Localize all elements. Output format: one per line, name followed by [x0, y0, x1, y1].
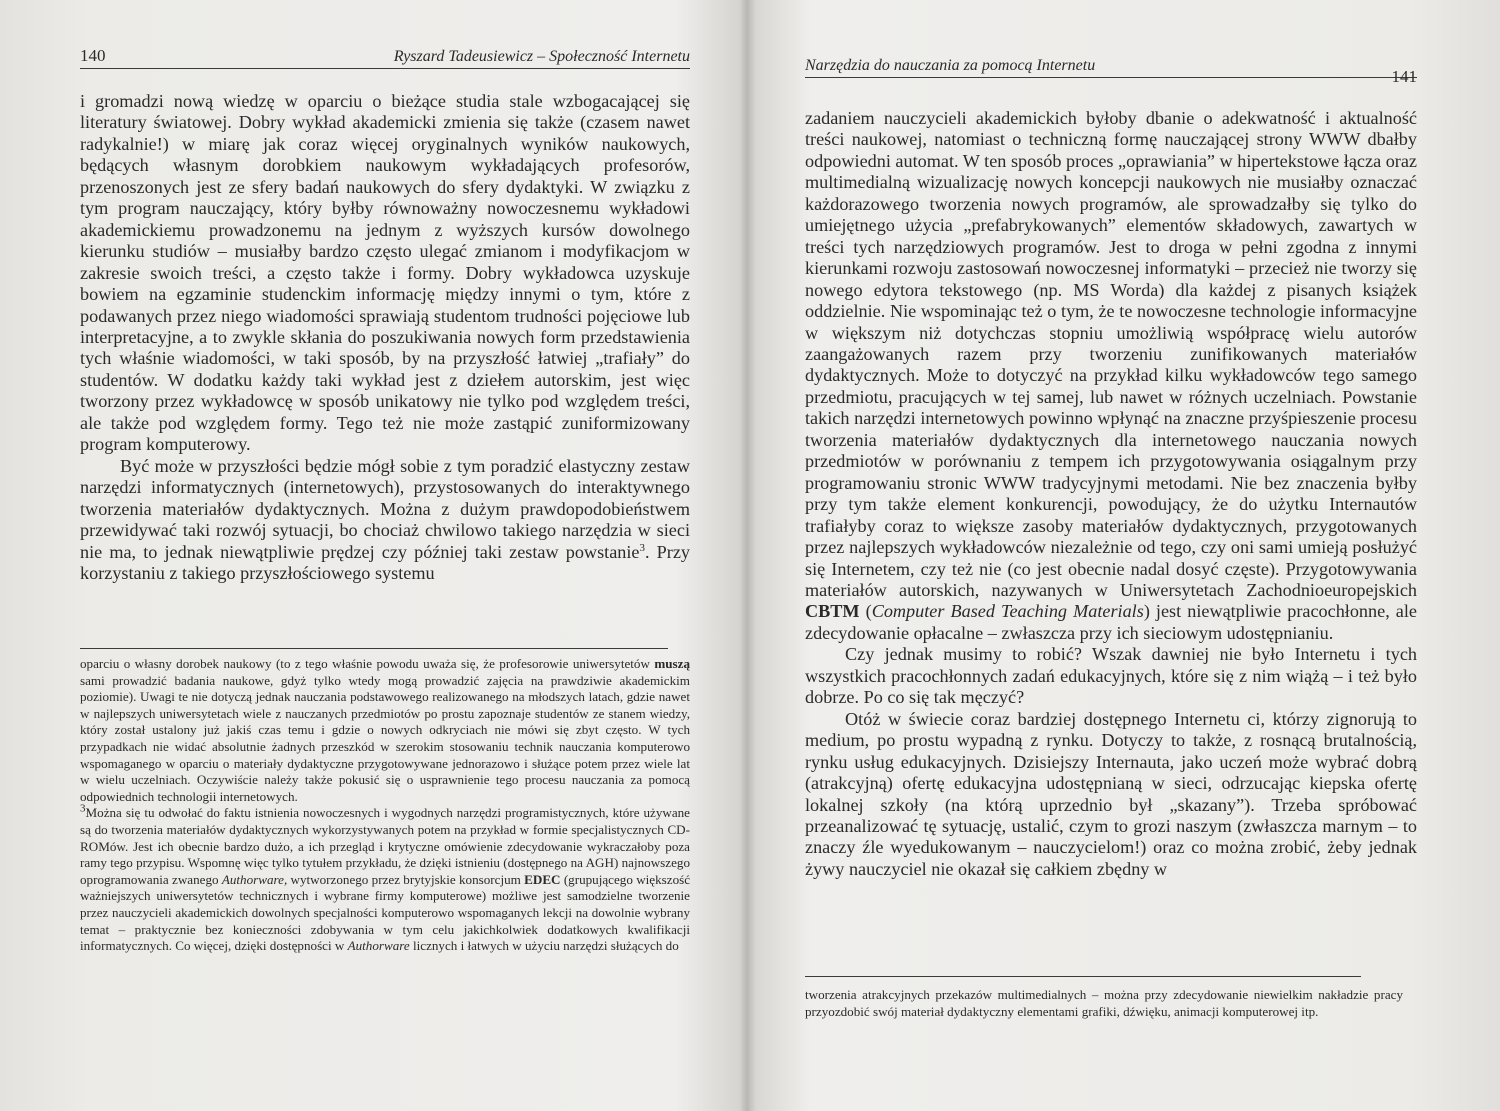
- footnote-divider: [805, 976, 1361, 977]
- paragraph-text: ) jest niewątpliwie pracochłonne, ale zdecydowanie opłacalne – zwłaszcza przy ich sieciowym udostępnianiu.: [805, 601, 1417, 643]
- footnote-marker: 3: [80, 802, 86, 815]
- paragraph-text: . Przy korzystaniu z takiego przyszłościowego systemu: [80, 541, 690, 583]
- running-header: [805, 55, 1417, 86]
- paragraph-text: (: [859, 601, 872, 622]
- paragraph: [80, 456, 690, 585]
- footnotes: [80, 656, 690, 955]
- footnote-text: sami prowadzić badania naukowe, gdyż tylko wtedy mogą prowadzić zajęcia na prawdziwie akademickim poziomie). Uwagi te nie dotyczą jednak nauczania podstawowego realizowanego na młodszych latach, gdzie nawet w najlepszych uniwersytetach wiele z nauczanych przedmiotów po prostu zapoznaje studentów ze stanem wiedzy, który został ustalony już jakiś czas temu i gdzie o nowych odkryciach nie mówi się zbyt często. W tych przypadkach nie widać absolutnie żadnych przeszkód w szerokim stosowaniu technik nauczania komputerowo wspomaganego w oparciu o materiały dydaktyczne przygotowywane jednorazowo i służące potem przez wiele lat w wielu uczelniach. Oczywiście należy także pokusić się o usprawnienie tego procesu nauczania za pomocą odpowiednich technologii internetowych.: [80, 672, 690, 804]
- page-number: 140: [80, 46, 106, 65]
- main-text: [805, 108, 1417, 880]
- emphasis: EDEC: [524, 871, 561, 887]
- paragraph: i gromadzi nową wiedzę w oparciu o bieżące studia stale wzbogacającej się literatury światowej. Dobry wykład akademicki zmienia się także (czasem nawet radykalnie!) w miarę jak coraz więcej oryginalnych wyników naukowych, będących własnym dorobkiem naukowym wykładających profesorów, przenoszonych jest ze sfery badań naukowych do sfery dydaktyki. W związku z tym program nauczający, który byłby równoważny nowoczesnemu wykładowi akademickiemu prowadzonemu na jednym z wyższych kursów dowolnego kierunku studiów – musiałby bardzo często ulegać zmianom i modyfikacjom w zakresie swoich treści, a często także i formy. Dobry wykładowca uzyskuje bowiem na egzaminie studenckim informację między innymi o tym, które z podawanych przez niego wiadomości sprawiają studentom trudności pojęciowe lub interpretacyjne, a to zwykle skłania do poszukiwania nowych form przedstawienia tych właśnie wiadomości, w taki sposób, by na przyszłość łatwiej „trafiały” do studentów. W dodatku każdy taki wykład jest z dziełem autorskim, jest więc tworzony przez wykładowcę w sposób unikatowy nie tylko pod względem treści, ale także pod względem formy. Tego też nie może zastąpić zuniformizowany program komputerowy.: [80, 91, 690, 455]
- footnote-continued: tworzenia atrakcyjnych przekazów multimedialnych – można przy zdecydowanie niewielkim nakładzie pracy przyozdobić swój materiał dydaktyczny elementami grafiki, dźwięku, animacji komputerowej itp.: [805, 987, 1403, 1019]
- footnote-reference: 3: [639, 541, 645, 554]
- left-page: [80, 0, 690, 1111]
- footnote-continued: [80, 656, 690, 805]
- footnote-text: Można się tu odwołać do faktu istnienia nowoczesnych i wygodnych narzędzi programistycznych, które używane są do tworzenia materiałów dydaktycznych wykorzystywanych potem na przykład w formie specjalistycznych CD-ROMów. Jest ich obecnie bardzo dużo, a ich przegląd i krytyczne omówienie zdecydowanie wykraczałoby poza ramy tego przypisu. Wspomnę więc tylko tytułem przykładu, że dzięki istnieniu (dostępnego na AGH) najnowszego oprogramowania zwanego: [80, 805, 690, 887]
- paragraph: [805, 108, 1417, 644]
- footnote-text: (grupującego większość ważniejszych uniwersytetów technicznych i wybrane firmy komputerowe) możliwe jest samodzielne tworzenie przez nauczycieli akademickich dowolnych specjalności komputerowo wspomaganych lekcji na dowolnie wybrany temat – praktycznie bez konieczności zdobywania w tym celu jakichkolwiek dodatkowych kwalifikacji informatycznych. Co więcej, dzięki dostępności w: [80, 871, 691, 954]
- emphasis: Authorware,: [221, 871, 288, 887]
- footnote-3: [80, 802, 691, 954]
- emphasis: Computer Based Teaching Materials: [871, 601, 1144, 622]
- footnote-text: oparciu o własny dorobek naukowy (to z tego właśnie powodu uważa się, że profesorowie uniwersytetów: [80, 656, 655, 671]
- paragraph: Otóż w świecie coraz bardziej dostępnego Internetu ci, którzy zignorują to medium, po prostu wypadną z rynku. Dotyczy to także, z rosnącą brutalnością, rynku usług edukacyjnych. Dzisiejszy Internauta, jako uczeń może wybrać dobrą (atrakcyjną) ofertę edukacyjna udostępnianą w sieci, odrzucając kiepska ofertę lokalnej szkoły (na którą uprzednio był „skazany”). Trzeba spróbować przeanalizować tę sytuację, ustalić, czym to grozi naszym (zwłaszcza marnym – to znaczy źle wyedukowanym – nauczycielom!) oraz co można zrobić, żeby jednak żywy nauczyciel nie okazał się całkiem zbędny w: [805, 708, 1417, 879]
- footnote-text: licznych i łatwych w użyciu narzędzi służących do: [409, 938, 679, 954]
- emphasis: CBTM: [805, 601, 860, 622]
- paragraph: Czy jednak musimy to robić? Wszak dawniej nie było Internetu i tych wszystkich pracochłonnych zadań edukacyjnych, które się z nim wiążą – i też było dobrze. Po co się tak męczyć?: [805, 644, 1417, 708]
- emphasis: muszą: [654, 656, 690, 671]
- running-head-title: Narzędzia do nauczania za pomocą Internetu: [805, 57, 1096, 74]
- footnote-text: wytworzonego przez brytyjskie konsorcjum: [287, 871, 525, 887]
- paragraph-text: Być może w przyszłości będzie mógł sobie z tym poradzić elastyczny zestaw narzędzi informatycznych (internetowych), przystosowanych do interaktywnego tworzenia materiałów dydaktycznych. Można z dużym prawdopodobieństwem przewidywać taki rozwój sytuacji, bo chociaż chwilowo takiego narzędzia w sieci nie ma, to jednak niewątpliwie prędzej czy później taki zestaw powstanie: [80, 455, 690, 562]
- running-head-title: Ryszard Tadeusiewicz – Społeczność Internetu: [393, 48, 690, 65]
- footnotes: [805, 987, 1403, 1020]
- paragraph-text: zadaniem nauczycieli akademickich byłoby dbanie o adekwatność i aktualność treści naukowej, natomiast o techniczną formę nauczającej strony WWW dbałby odpowiedni automat. W ten sposób proces „oprawiania” w hipertekstowe łącza oraz multimedialną wizualizację nowych koncepcji naukowych nie musiałby oznaczać każdorazowego tworzenia nowych programów, ale sprowadzałby się tylko do umiejętnego użycia „prefabrykowanych” elementów składowych, zawartych w treści tych narzędziowych programów. Jest to droga w pełni zgodna z innymi kierunkami rozwoju zastosowań nowoczesnej informatyki – przecież nie tworzy się nowego edytora tekstowego (np. MS Worda) dla każdej z pisanych książek oddzielnie. Nie wspominając też o tym, że te nowoczesne technologie informacyjne w większym niż dotychczas stopniu umożliwią współpracę wielu autorów zaangażowanych razem przy tworzeniu zunifikowanych materiałów dydaktycznych. Może to dotyczyć na przykład kilku wykładowców tego samego przedmiotu, pracujących w tej samej, lub nawet w różnych uczelniach. Powstanie takich narzędzi internetowych powinno wpłynąć na znaczne przyśpieszenie procesu tworzenia materiałów dydaktycznych dla internetowego nauczania nowych przedmiotów w porównaniu z tempem ich przygotowywania osiągalnym przy programowaniu stronic WWW tradycyjnymi metodami. Nie bez znaczenia byłby przy tym także element konkurencji, powodujący, że do użytku Internautów trafiałyby coraz to większe zasoby materiałów dydaktycznych, przygotowanych przez najlepszych wykładowców niezależnie od tego, czy oni sami umieją posłużyć się Internetem, czy też nie (co jest obecnie nadal dosyć częste). Przygotowywania materiałów autorskich, nazywanych w Uniwersytetach Zachodnioeuropejskich: [805, 108, 1417, 600]
- emphasis: Authorware: [347, 938, 410, 954]
- main-text: [80, 91, 690, 584]
- right-page: [805, 0, 1417, 1111]
- page-number: 141: [1391, 67, 1417, 86]
- footnote-divider: [80, 648, 668, 649]
- running-header: [80, 46, 690, 69]
